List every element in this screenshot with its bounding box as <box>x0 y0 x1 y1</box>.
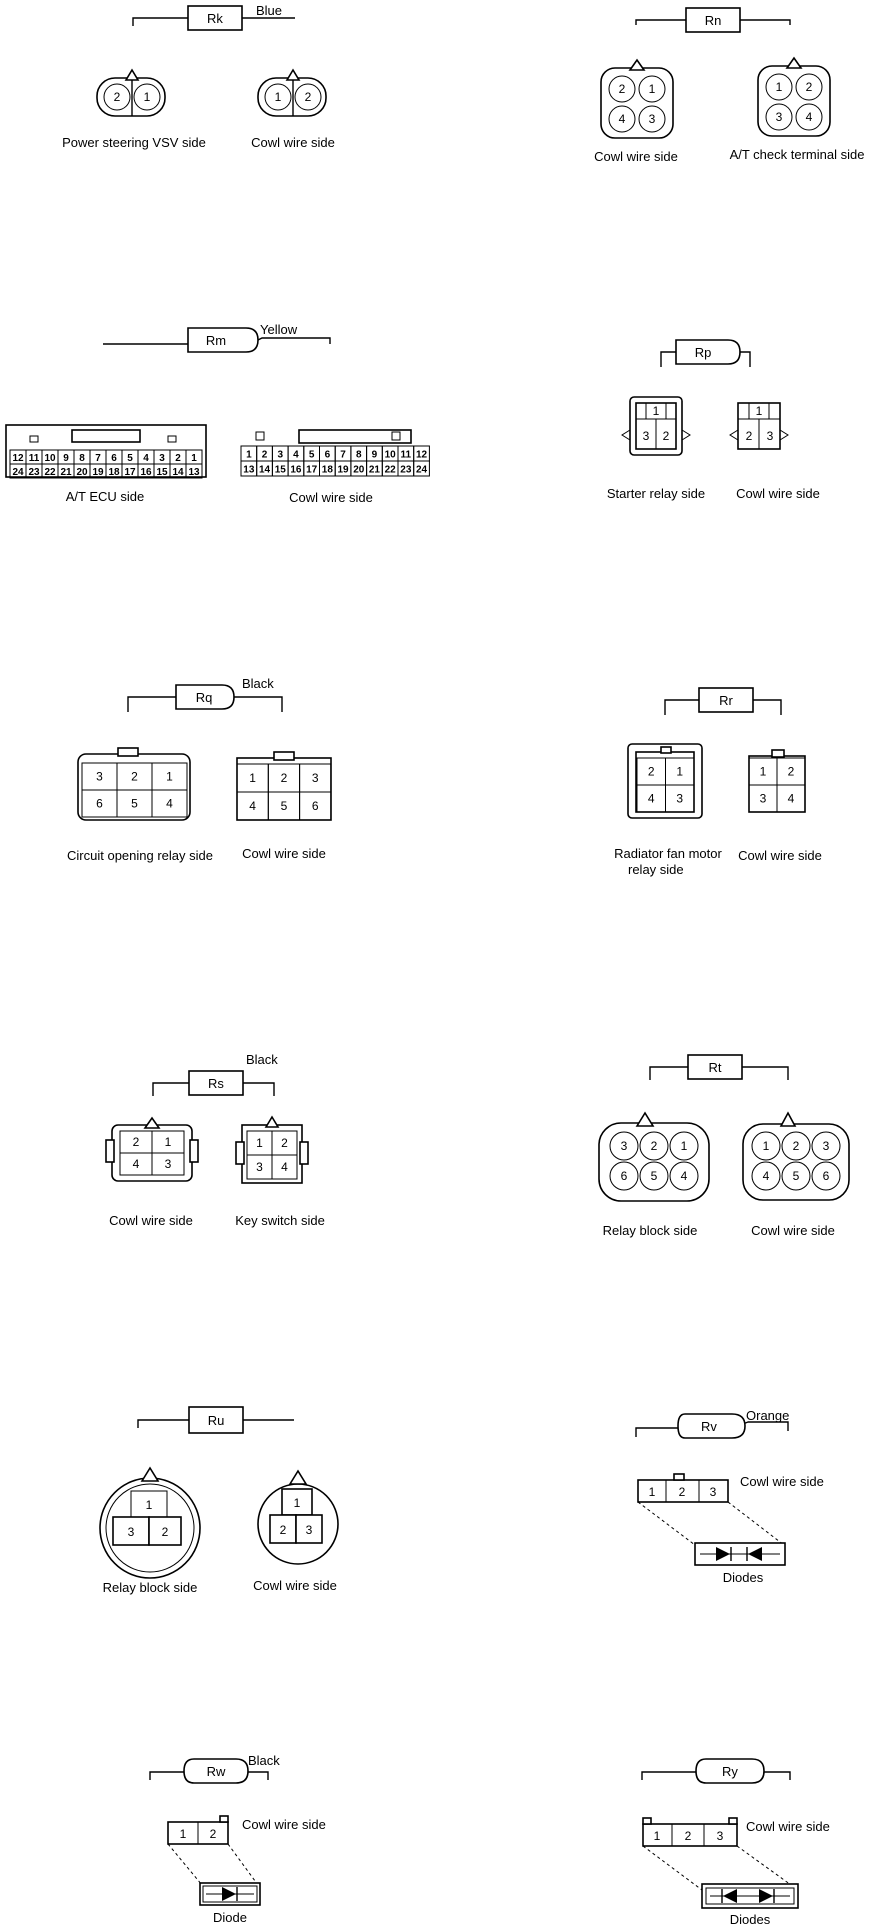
pin-label: 3 <box>256 1160 263 1174</box>
pin-label: 18 <box>321 464 333 476</box>
pin-label: 11 <box>400 449 412 461</box>
pin-label: 3 <box>127 1525 135 1539</box>
pin-label: 1 <box>648 1485 656 1499</box>
pin-label: 10 <box>44 453 56 464</box>
rv-diode-block <box>695 1543 785 1565</box>
pin-label: 2 <box>209 1827 217 1841</box>
diode-caption: Diodes <box>722 1570 764 1585</box>
pin-label: 21 <box>368 464 381 476</box>
rr-right-connector <box>749 750 805 812</box>
rv-connector <box>638 1474 728 1502</box>
pin-label: 12 <box>415 449 428 461</box>
pin-label: 1 <box>652 404 660 418</box>
pin-label: 1 <box>256 1136 263 1150</box>
pin-label: 4 <box>249 799 256 813</box>
pin-label: 2 <box>280 771 288 785</box>
pin-label: 3 <box>305 1523 313 1537</box>
pin-label: 2 <box>805 80 813 94</box>
pin-label: 3 <box>642 429 650 443</box>
pin-label: 4 <box>132 1157 140 1171</box>
right-caption: Cowl wire side <box>251 135 335 150</box>
pin-label: 2 <box>745 429 753 443</box>
pin-label: 6 <box>324 449 331 461</box>
connector-code: Rq <box>195 690 213 705</box>
pin-label: 19 <box>92 467 104 478</box>
pin-label: 3 <box>775 110 783 124</box>
connector-code: Rn <box>704 13 722 28</box>
pin-label: 1 <box>164 1135 172 1149</box>
pin-label: 1 <box>680 1139 688 1153</box>
connector-code: Rm <box>205 333 227 348</box>
left-caption: Cowl wire side <box>109 1213 193 1228</box>
right-caption: Cowl wire side <box>751 1223 835 1238</box>
pin-label: 3 <box>277 449 284 461</box>
rm-right-pin-grid <box>241 446 429 476</box>
pin-label: 17 <box>306 464 318 476</box>
connector-caption: Cowl wire side <box>746 1819 830 1834</box>
rs-left-connector <box>106 1118 198 1181</box>
pin-label: 4 <box>143 453 149 464</box>
right-caption: Cowl wire side <box>736 486 820 501</box>
rn-left-connector <box>601 60 673 138</box>
left-caption: Circuit opening relay side <box>67 848 213 863</box>
pin-label: 1 <box>274 90 282 104</box>
left-caption-line2: relay side <box>628 862 684 877</box>
pin-label: 1 <box>249 771 256 785</box>
pin-label: 3 <box>159 453 165 464</box>
rp-right-connector <box>730 403 788 449</box>
rq-right-pin-grid <box>237 764 331 820</box>
pin-label: 3 <box>648 112 656 126</box>
pin-label: 4 <box>805 110 813 124</box>
pin-label: 9 <box>63 453 69 464</box>
rw-connector <box>168 1816 228 1844</box>
connector-code: Rw <box>206 1764 226 1779</box>
pin-label: 5 <box>131 796 138 811</box>
connector-rs <box>106 1052 325 1228</box>
connector-rk <box>62 3 335 150</box>
pin-label: 1 <box>145 1498 153 1512</box>
pin-label: 16 <box>290 464 302 476</box>
rm-left-connector <box>6 425 206 478</box>
pin-label: 1 <box>648 82 656 96</box>
wire-color-label: Black <box>242 676 274 691</box>
left-caption: Starter relay side <box>606 486 706 501</box>
pin-label: 2 <box>175 453 181 464</box>
ry-diode-block <box>702 1884 798 1908</box>
connector-ru <box>100 1407 338 1595</box>
pin-label: 5 <box>308 449 315 461</box>
pin-label: 15 <box>156 467 168 478</box>
pin-label: 24 <box>415 464 428 476</box>
connector-caption: Cowl wire side <box>242 1817 326 1832</box>
left-caption: Relay block side <box>102 1580 198 1595</box>
rr-left-connector <box>628 744 702 818</box>
pin-label: 2 <box>678 1485 686 1499</box>
rk-right-connector <box>258 70 326 116</box>
pin-label: 21 <box>60 467 72 478</box>
connector-ry <box>642 1759 830 1927</box>
rm-right-connector <box>241 430 429 476</box>
pin-label: 23 <box>400 464 412 476</box>
pin-label: 7 <box>95 453 101 464</box>
wire-color-label: Orange <box>746 1408 790 1423</box>
rq-right-connector <box>237 752 331 820</box>
pin-label: 3 <box>164 1157 172 1171</box>
pin-label: 1 <box>191 453 197 464</box>
wire-color-label: Blue <box>256 3 283 18</box>
pin-label: 2 <box>684 1829 692 1843</box>
connector-rr <box>614 688 822 877</box>
left-caption: Cowl wire side <box>594 149 678 164</box>
pin-label: 6 <box>96 796 103 811</box>
diode-caption: Diode <box>213 1910 247 1925</box>
pin-label: 1 <box>293 1496 301 1510</box>
pin-label: 3 <box>766 429 774 443</box>
pin-label: 8 <box>79 453 85 464</box>
connector-caption: Cowl wire side <box>740 1474 824 1489</box>
wire-color-label: Black <box>246 1052 278 1067</box>
rs-right-connector <box>236 1117 308 1183</box>
wire-color-label: Black <box>248 1753 280 1768</box>
connector-rq <box>67 676 331 863</box>
right-caption: Cowl wire side <box>289 490 373 505</box>
pin-label: 22 <box>44 467 56 478</box>
connector-rp <box>607 340 820 501</box>
pin-label: 1 <box>179 1827 187 1841</box>
rq-left-connector <box>78 748 190 820</box>
pin-label: 1 <box>762 1139 770 1153</box>
pin-label: 2 <box>279 1523 287 1537</box>
connector-code: Rk <box>207 11 223 26</box>
pin-label: 9 <box>371 449 378 461</box>
pin-label: 23 <box>28 467 40 478</box>
pin-label: 2 <box>304 90 312 104</box>
left-caption: Power steering VSV side <box>62 135 206 150</box>
pin-label: 6 <box>620 1169 628 1183</box>
pin-label: 4 <box>166 796 173 811</box>
pin-label: 14 <box>172 467 184 478</box>
pin-label: 4 <box>618 112 626 126</box>
pin-label: 16 <box>140 467 152 478</box>
pin-label: 4 <box>281 1160 288 1174</box>
connector-code: Rr <box>719 693 733 708</box>
pin-label: 2 <box>662 429 670 443</box>
rt-right-connector <box>743 1113 849 1200</box>
pin-label: 3 <box>311 771 319 785</box>
pin-label: 1 <box>759 764 767 779</box>
rk-left-connector <box>97 70 165 116</box>
connector-code: Ru <box>207 1413 225 1428</box>
pin-label: 7 <box>340 449 346 461</box>
connector-rt <box>599 1055 849 1238</box>
pin-label: 5 <box>650 1169 658 1183</box>
pin-label: 1 <box>166 769 173 784</box>
connector-rn <box>594 8 864 164</box>
pin-label: 4 <box>762 1169 770 1183</box>
ry-connector <box>643 1818 737 1846</box>
pin-label: 1 <box>755 404 763 418</box>
left-caption: A/T ECU side <box>65 489 145 504</box>
pin-label: 3 <box>759 791 767 806</box>
pin-label: 4 <box>647 791 655 806</box>
pin-label: 13 <box>188 467 200 478</box>
pin-label: 24 <box>12 467 24 478</box>
right-caption: A/T check terminal side <box>729 147 865 162</box>
pin-label: 2 <box>647 764 655 779</box>
pin-label: 2 <box>161 1525 169 1539</box>
pin-label: 6 <box>111 453 117 464</box>
pin-label: 2 <box>618 82 626 96</box>
pin-label: 2 <box>131 769 138 784</box>
pin-label: 11 <box>28 453 40 464</box>
connector-rm <box>6 322 429 505</box>
pin-label: 3 <box>822 1139 830 1153</box>
right-caption: Cowl wire side <box>738 848 822 863</box>
left-caption: Relay block side <box>602 1223 698 1238</box>
connector-code: Rs <box>208 1076 224 1091</box>
rt-left-connector <box>599 1113 709 1201</box>
pin-label: 4 <box>293 449 299 461</box>
pin-label: 2 <box>261 449 268 461</box>
rp-left-connector <box>622 397 690 455</box>
pin-label: 2 <box>132 1135 140 1149</box>
right-caption: Cowl wire side <box>242 846 326 861</box>
pin-label: 5 <box>280 799 288 813</box>
pin-label: 14 <box>258 464 271 476</box>
ru-right-connector <box>258 1471 338 1564</box>
pin-label: 2 <box>281 1136 288 1150</box>
pin-label: 1 <box>775 80 783 94</box>
pin-label: 1 <box>246 449 252 461</box>
pin-label: 1 <box>676 764 684 779</box>
pin-label: 1 <box>653 1829 661 1843</box>
pin-label: 5 <box>127 453 133 464</box>
pin-label: 2 <box>792 1139 800 1153</box>
pin-label: 1 <box>143 90 151 104</box>
pin-label: 5 <box>792 1169 800 1183</box>
pin-label: 2 <box>113 90 121 104</box>
diode-caption: Diodes <box>729 1912 771 1927</box>
pin-label: 4 <box>680 1169 688 1183</box>
pin-label: 22 <box>384 464 396 476</box>
pin-label: 4 <box>787 791 795 806</box>
left-caption-line1: Radiator fan motor <box>614 846 722 861</box>
connector-code: Rt <box>708 1060 722 1075</box>
pin-label: 15 <box>274 464 286 476</box>
connector-code: Rp <box>694 345 712 360</box>
pin-label: 6 <box>822 1169 830 1183</box>
pin-label: 3 <box>96 769 103 784</box>
ru-left-connector <box>100 1468 200 1578</box>
connector-rv <box>636 1408 824 1585</box>
pin-label: 17 <box>124 467 136 478</box>
pin-label: 3 <box>620 1139 628 1153</box>
pin-label: 2 <box>787 764 795 779</box>
pin-label: 10 <box>384 449 396 461</box>
pin-label: 20 <box>76 467 88 478</box>
rq-left-pin-grid <box>82 763 187 817</box>
connector-code: Rv <box>701 1419 717 1434</box>
right-caption: Key switch side <box>235 1213 325 1228</box>
wire-color-label: Yellow <box>260 322 298 337</box>
rw-diode-block <box>200 1883 260 1905</box>
connector-rw <box>150 1753 326 1925</box>
pin-label: 3 <box>676 791 684 806</box>
pin-label: 8 <box>355 449 362 461</box>
connector-code: Ry <box>722 1764 738 1779</box>
pin-label: 3 <box>709 1485 717 1499</box>
pin-label: 19 <box>337 464 349 476</box>
pin-label: 18 <box>108 467 120 478</box>
pin-label: 3 <box>716 1829 724 1843</box>
pin-label: 12 <box>12 453 24 464</box>
pin-label: 13 <box>243 464 255 476</box>
pin-label: 20 <box>353 464 365 476</box>
pin-label: 2 <box>650 1139 658 1153</box>
rn-right-connector <box>758 58 830 136</box>
right-caption: Cowl wire side <box>253 1578 337 1593</box>
pin-label: 6 <box>311 799 319 813</box>
